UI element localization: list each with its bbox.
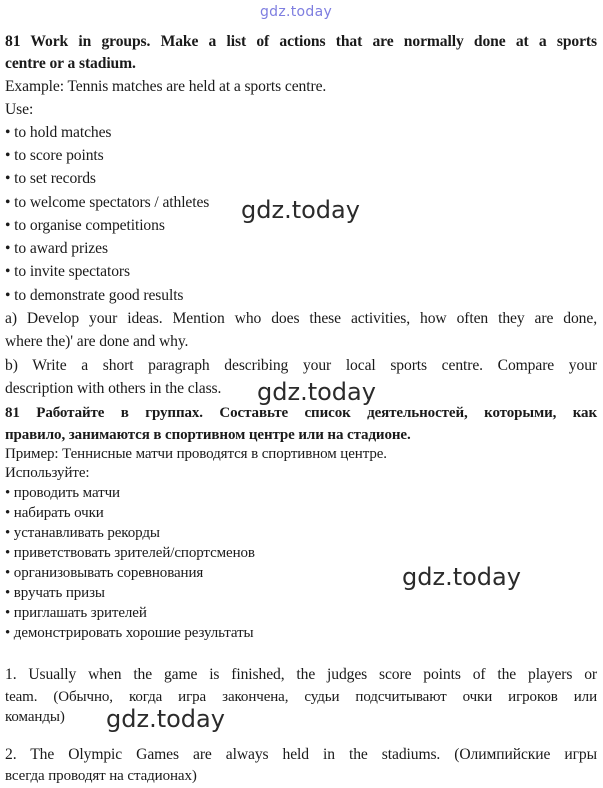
ru-heading-line1: 81 Работайте в группах. Составьте список деятельностей, которыми, как — [5, 405, 597, 421]
watermark-top: gdz.today — [260, 4, 333, 20]
en-list-item: • to hold matches — [5, 124, 112, 141]
en-list-item: • to award prizes — [5, 240, 108, 257]
ru-list-item: • вручать призы — [5, 585, 105, 601]
ru-use-label: Используйте: — [5, 465, 90, 481]
ru-list-item: • набирать очки — [5, 505, 104, 521]
ru-list-item: • организовывать соревнования — [5, 565, 204, 581]
en-heading-line1: 81 Work in groups. Make a list of actions that are normally done at a sports — [5, 33, 597, 50]
en-task-b-line2: description with others in the class. — [5, 380, 222, 397]
en-task-a-line2: where the)' are done and why. — [5, 333, 189, 350]
watermark: gdz.today — [257, 378, 376, 406]
ru-list-item: • устанавливать рекорды — [5, 525, 160, 541]
answer-1-line2: team. (Обычно, когда игра закончена, судьи подсчитывают очки игроков или — [5, 689, 597, 705]
en-task-b-line1: b) Write a short paragraph describing your local sports centre. Compare your — [5, 357, 597, 374]
ru-example: Пример: Теннисные матчи проводятся в спортивном центре. — [5, 446, 387, 462]
watermark: gdz.today — [106, 705, 225, 733]
watermark: gdz.today — [402, 563, 521, 591]
en-example: Example: Tennis matches are held at a sports centre. — [5, 78, 327, 95]
en-list-item: • to demonstrate good results — [5, 287, 184, 304]
en-list-item: • to welcome spectators / athletes — [5, 194, 210, 211]
ru-heading-line2: правило, занимаются в спортивном центре или на стадионе. — [5, 427, 411, 443]
answer-1-line3: команды) — [5, 709, 65, 725]
en-task-a-line1: a) Develop your ideas. Mention who does these activities, how often they are done, — [5, 310, 597, 327]
watermark: gdz.today — [241, 196, 360, 224]
ru-list-item: • демонстрировать хорошие результаты — [5, 625, 254, 641]
en-heading-line2: centre or a stadium. — [5, 55, 136, 72]
answer-2-line2: всегда проводят на стадионах) — [5, 768, 197, 784]
ru-list-item: • проводить матчи — [5, 485, 120, 501]
answer-1-line1: 1. Usually when the game is finished, the judges score points of the players or — [5, 666, 597, 683]
answer-2-line1: 2. The Olympic Games are always held in the stadiums. (Олимпийские игры — [5, 746, 597, 763]
ru-list-item: • приглашать зрителей — [5, 605, 147, 621]
en-list-item: • to set records — [5, 170, 96, 187]
en-list-item: • to score points — [5, 147, 104, 164]
en-use-label: Use: — [5, 101, 34, 118]
ru-list-item: • приветствовать зрителей/спортсменов — [5, 545, 255, 561]
en-list-item: • to organise competitions — [5, 217, 165, 234]
en-list-item: • to invite spectators — [5, 263, 130, 280]
